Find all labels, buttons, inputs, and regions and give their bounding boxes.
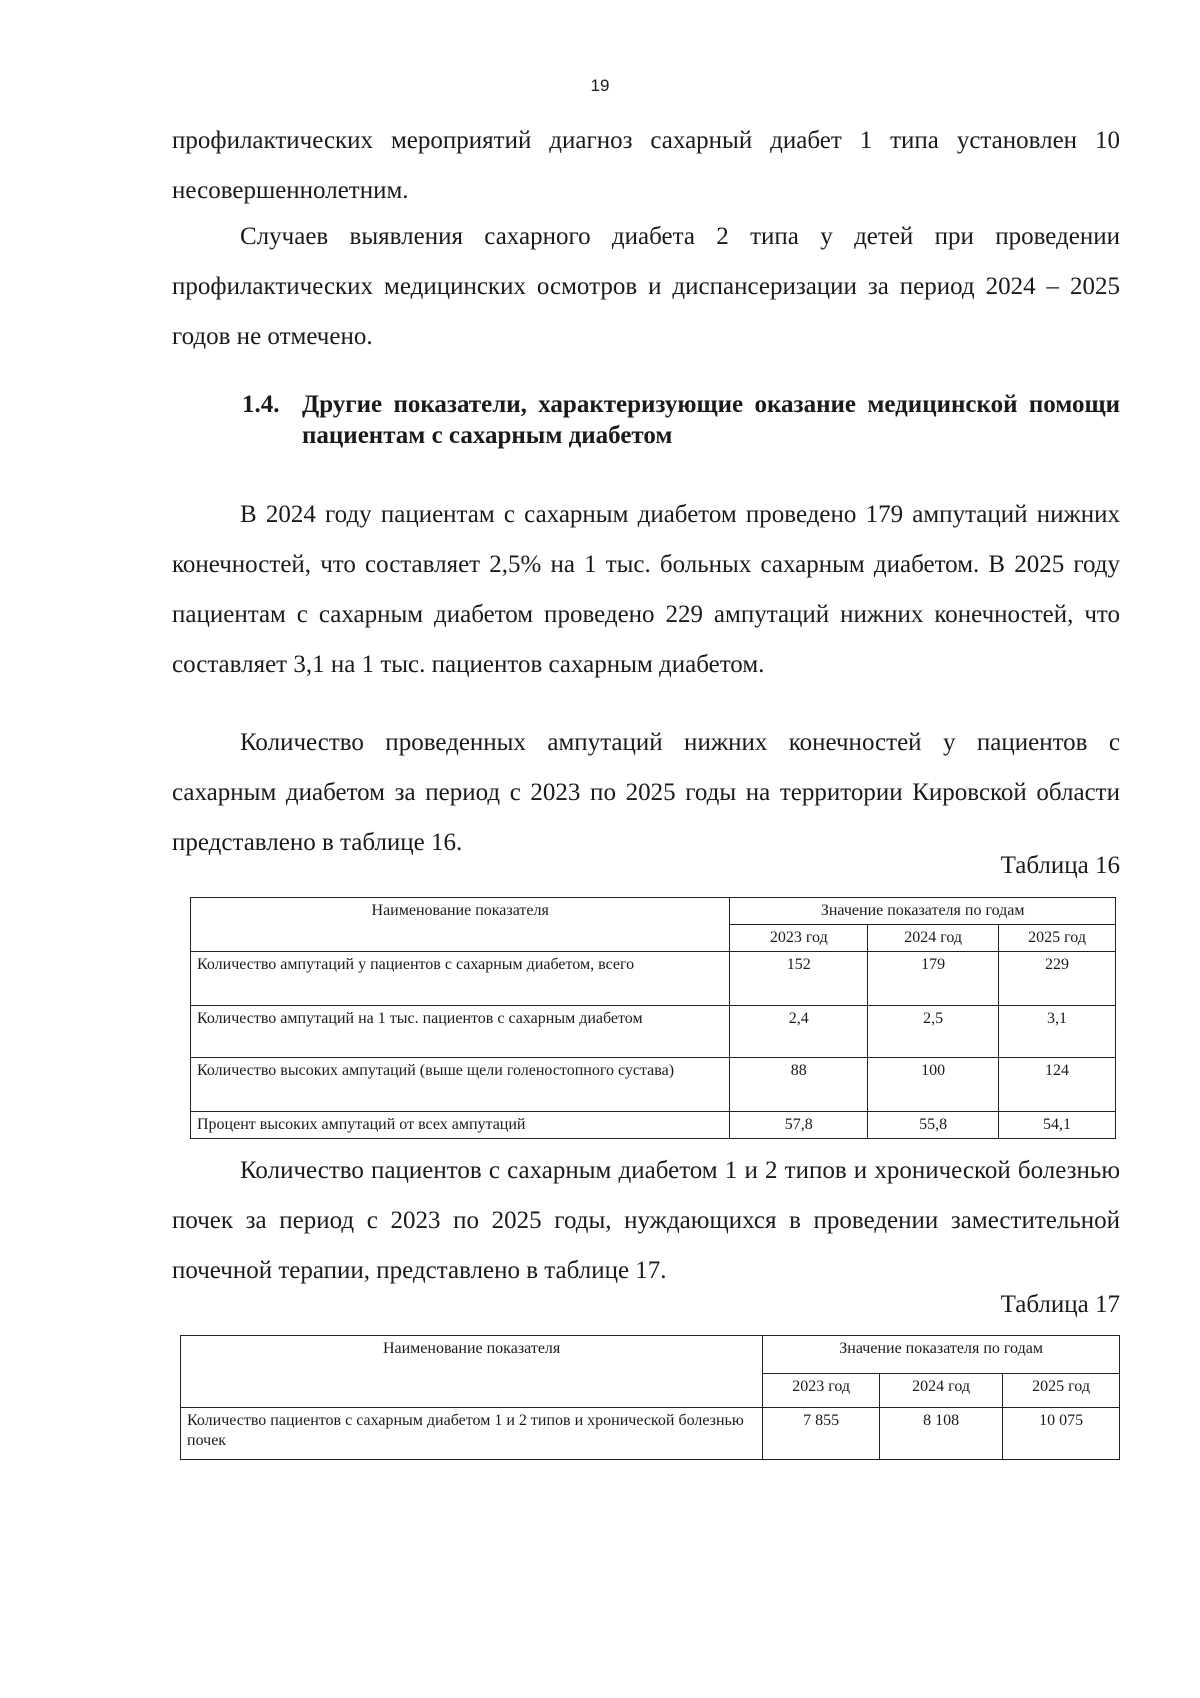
row-value: 10 075 xyxy=(1003,1408,1120,1460)
table-16 xyxy=(190,897,1116,1139)
table-row xyxy=(181,1408,1120,1460)
section-title: Другие показатели, характеризующие оказание медицинской помощи пациентам с сахарным диабетом xyxy=(302,391,1120,449)
row-value: 124 xyxy=(999,1058,1116,1112)
table-row xyxy=(191,1112,1116,1139)
row-value: 2,4 xyxy=(730,1006,868,1058)
row-name: Количество ампутаций у пациентов с сахарным диабетом, всего xyxy=(191,952,730,1006)
row-value: 3,1 xyxy=(999,1006,1116,1058)
table-17-year: 2025 год xyxy=(1003,1374,1120,1408)
table-16-caption: Таблица 16 xyxy=(1000,852,1120,879)
row-name: Количество пациентов с сахарным диабетом 1 и 2 типов и хронической болезнью почек xyxy=(181,1408,763,1460)
row-value: 88 xyxy=(730,1058,868,1112)
table-16-year: 2023 год xyxy=(730,925,868,952)
section-heading xyxy=(242,389,1120,451)
table-17-header-values: Значение показателя по годам xyxy=(763,1336,1120,1374)
row-value: 179 xyxy=(868,952,999,1006)
table-17-year: 2024 год xyxy=(880,1374,1003,1408)
row-value: 57,8 xyxy=(730,1112,868,1139)
row-value: 54,1 xyxy=(999,1112,1116,1139)
table-row xyxy=(191,952,1116,1006)
row-value: 229 xyxy=(999,952,1116,1006)
row-value: 2,5 xyxy=(868,1006,999,1058)
row-name: Процент высоких ампутаций от всех ампутаций xyxy=(191,1112,730,1139)
table-17-header-name: Наименование показателя xyxy=(181,1336,763,1408)
row-value: 100 xyxy=(868,1058,999,1112)
paragraph-5: Количество пациентов с сахарным диабетом 1 и 2 типов и хронической болезнью почек за период с 2023 по 2025 годы, нуждающихся в проведении заместительной почечной терапии, представлено в таблице 17. xyxy=(172,1157,1120,1284)
page-number: 19 xyxy=(590,76,610,95)
table-17 xyxy=(180,1335,1120,1460)
paragraph-1: профилактических мероприятий диагноз сахарный диабет 1 типа установлен 10 несовершеннолетним. xyxy=(172,127,1120,204)
table-row xyxy=(191,1006,1116,1058)
paragraph-4: Количество проведенных ампутаций нижних конечностей у пациентов с сахарным диабетом за период с 2023 по 2025 годы на территории Кировской области представлено в таблице 16. xyxy=(172,729,1120,856)
section-number: 1.4. xyxy=(242,391,280,418)
row-name: Количество ампутаций на 1 тыс. пациентов с сахарным диабетом xyxy=(191,1006,730,1058)
paragraph-2: Случаев выявления сахарного диабета 2 типа у детей при проведении профилактических медицинских осмотров и диспансеризации за период 2024 – 2025 годов не отмечено. xyxy=(172,223,1120,350)
row-value: 55,8 xyxy=(868,1112,999,1139)
row-value: 7 855 xyxy=(763,1408,880,1460)
row-value: 8 108 xyxy=(880,1408,1003,1460)
table-16-header-values: Значение показателя по годам xyxy=(730,898,1116,925)
table-17-caption: Таблица 17 xyxy=(1000,1291,1120,1318)
table-row xyxy=(191,1058,1116,1112)
table-16-year: 2025 год xyxy=(999,925,1116,952)
row-value: 152 xyxy=(730,952,868,1006)
table-16-year: 2024 год xyxy=(868,925,999,952)
table-16-header-name: Наименование показателя xyxy=(191,898,730,952)
table-17-year: 2023 год xyxy=(763,1374,880,1408)
paragraph-3: В 2024 году пациентам с сахарным диабетом проведено 179 ампутаций нижних конечностей, что составляет 2,5% на 1 тыс. больных сахарным диабетом. В 2025 году пациентам с сахарным диабетом проведено 229 ампутаций нижних конечностей, что составляет 3,1 на 1 тыс. пациентов сахарным диабетом. xyxy=(172,501,1120,678)
row-name: Количество высоких ампутаций (выше щели голеностопного сустава) xyxy=(191,1058,730,1112)
